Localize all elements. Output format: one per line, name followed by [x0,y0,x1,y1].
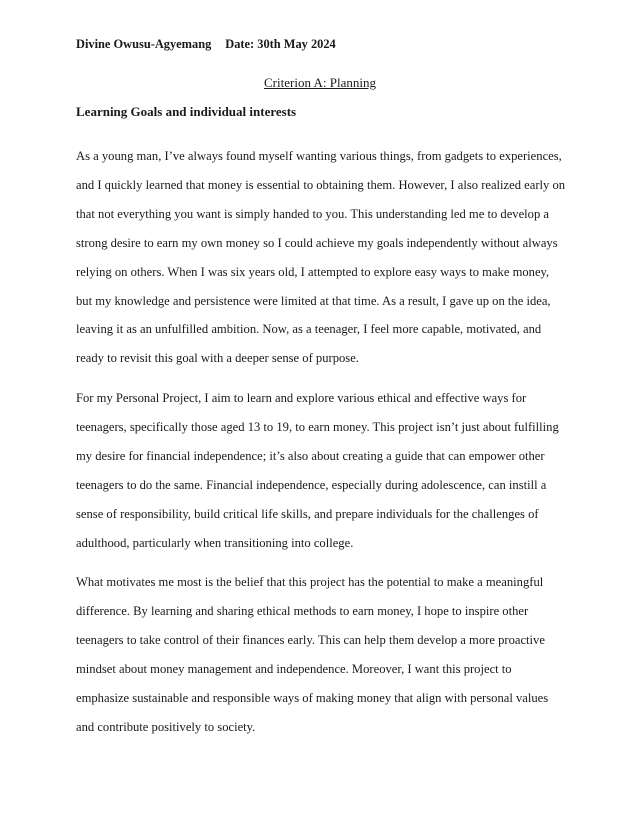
paragraph-line: and I quickly learned that money is essential to obtaining them. However, I also realized early on [76,177,566,192]
paragraph-line: difference. By learning and sharing ethical methods to earn money, I hope to inspire other [76,603,529,618]
paragraph-line: As a young man, I’ve always found myself wanting various things, from gadgets to experiences, [76,149,562,163]
paragraph-line: that not everything you want is simply handed to you. This understanding led me to develop a [76,206,550,221]
paragraph-line: teenagers to take control of their finances early. This can help them develop a more proactive [76,632,545,647]
paragraph-line: relying on others. When I was six years old, I attempted to explore easy ways to make money, [76,264,550,279]
page-title: Criterion A: Planning [264,75,376,90]
paragraph-line: sense of responsibility, build critical life skills, and prepare individuals for the challenges of [76,506,539,521]
paragraph-line: What motivates me most is the belief that this project has the potential to make a meaningful [76,575,544,589]
paragraph-line: strong desire to earn my own money so I could achieve my goals independently without always [76,235,558,250]
paragraph-line: my desire for financial independence; it’s also about creating a guide that can empower other [76,448,545,463]
paragraph-line: ready to revisit this goal with a deeper sense of purpose. [76,351,359,366]
paragraph-line: emphasize sustainable and responsible ways of making money that align with personal values [76,690,549,705]
section-heading: Learning Goals and individual interests [76,104,297,119]
author-name: Divine Owusu-Agyemang [76,37,212,51]
paragraph-line: teenagers, specifically those aged 13 to 19, to earn money. This project isn’t just about fulfilling [76,419,559,434]
paragraph-line: For my Personal Project, I aim to learn and explore various ethical and effective ways for [76,391,527,405]
document-header [76,37,336,52]
paragraph-line: but my knowledge and persistence were limited at that time. As a result, I gave up on the idea, [76,293,551,308]
paragraph-line: mindset about money management and independence. Moreover, I want this project to [76,661,512,676]
paragraph-line: teenagers to do the same. Financial independence, especially during adolescence, can instill a [76,477,547,492]
paragraph-line: leaving it as an unfulfilled ambition. Now, as a teenager, I feel more capable, motivated, and [76,322,542,337]
paragraph-line: and contribute positively to society. [76,719,256,734]
document-date: Date: 30th May 2024 [225,37,336,51]
paragraph-line: adulthood, particularly when transitioning into college. [76,535,354,550]
